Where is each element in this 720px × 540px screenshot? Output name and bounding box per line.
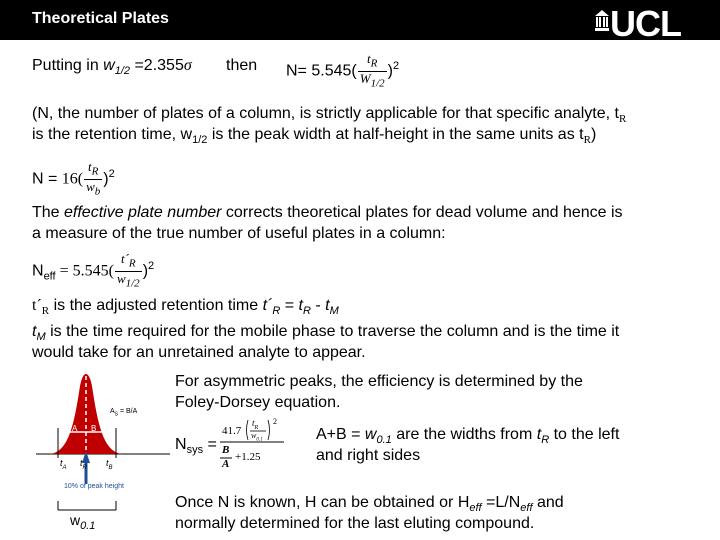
num-sub: R <box>370 57 378 70</box>
sub: A <box>62 464 67 471</box>
slide-title: Theoretical Plates <box>32 10 169 27</box>
exponent: 2 <box>108 168 115 180</box>
text: t <box>32 323 37 340</box>
text: = <box>203 436 217 453</box>
num-sub: R <box>128 257 136 270</box>
n-equation <box>286 52 399 90</box>
text: to the left <box>549 426 620 443</box>
text: t <box>252 418 255 428</box>
logo-text: UCL <box>610 3 681 44</box>
text: is the time required for the mobile phase to traverse the column and is the time it <box>45 323 620 340</box>
sub: R <box>254 424 259 431</box>
para2-line2: a measure of the true number of useful plates in a column: <box>32 225 446 242</box>
close-paren: ) <box>387 62 393 80</box>
den-sub: 1/2 <box>125 277 140 290</box>
ucl-logo <box>594 3 704 44</box>
close-paren: ) <box>142 262 149 280</box>
den <box>251 431 263 443</box>
n-eq-start: N= 5.545( <box>286 62 357 80</box>
tm-line2: would take for an unretained analyte to appear. <box>32 344 366 361</box>
sub: R <box>272 305 281 318</box>
fraction <box>358 52 387 90</box>
peak-diagram <box>28 366 178 531</box>
den: w <box>86 178 95 194</box>
text: w <box>70 512 81 528</box>
w01-label <box>70 512 95 532</box>
text: N = <box>32 170 62 188</box>
sub: sys <box>186 444 204 457</box>
text: A+B = <box>316 426 365 443</box>
n16-equation <box>32 160 115 198</box>
w-sub: 1/2 <box>114 65 131 78</box>
text: ) <box>590 126 597 143</box>
text: N <box>32 262 44 280</box>
italic-text: effective plate number <box>64 204 222 221</box>
sub: R <box>618 113 627 126</box>
den-sub: 1/2 <box>370 77 385 90</box>
portico-icon <box>594 10 610 36</box>
sub: R <box>541 434 550 447</box>
text: = 5.545( <box>55 262 114 280</box>
foley-dorsey-equation <box>218 416 298 470</box>
text: t <box>106 458 109 468</box>
sub: R <box>41 305 50 318</box>
sub: M <box>36 331 46 344</box>
frac-a: A <box>222 458 230 470</box>
once-line2: normally determined for the last eluting compound. <box>175 515 535 532</box>
sub: S <box>114 411 119 418</box>
text: Putting in <box>32 57 104 74</box>
coef: 41.7 <box>222 425 242 437</box>
asym-factor-label <box>110 408 137 417</box>
exponent: 2 <box>392 60 400 72</box>
ab-line2: and right sides <box>316 447 421 464</box>
asym-line1: For asymmetric peaks, the efficiency is determined by the <box>175 373 583 390</box>
text: Once N is known, H can be obtained or H <box>175 494 470 511</box>
putting-in-line <box>32 56 192 81</box>
text: corrects theoretical plates for dead volume and hence is <box>221 204 623 221</box>
sub: R <box>82 464 87 471</box>
text: are the widths from <box>391 426 537 443</box>
text: =2.355 <box>130 57 184 74</box>
then-word: then <box>226 57 258 74</box>
text: t <box>325 297 330 314</box>
text: t <box>298 297 303 314</box>
text: A <box>110 408 115 415</box>
text: The <box>32 204 65 221</box>
peak-height-label: 10% of peak height <box>64 483 124 490</box>
para1-line2 <box>32 125 596 150</box>
num <box>252 418 258 431</box>
text: is the peak width at half-height in the same units as t <box>207 126 584 143</box>
sub: B <box>108 464 113 471</box>
sub: R <box>303 305 311 318</box>
fraction <box>84 160 102 198</box>
ta-label <box>60 458 67 471</box>
sub: 0.1 <box>80 519 96 532</box>
tr-label <box>80 458 87 471</box>
text: t´ <box>32 297 42 314</box>
text: - <box>310 297 326 314</box>
den: w <box>116 270 126 286</box>
fraction <box>115 252 142 290</box>
den-sub: b <box>94 185 101 198</box>
text: is the retention time, w <box>32 126 193 143</box>
plus: +1.25 <box>235 451 261 463</box>
sub: eff <box>469 502 482 515</box>
text: w <box>364 426 377 443</box>
num-sub: R <box>91 165 99 178</box>
sub: eff <box>520 502 533 515</box>
text: = B/A <box>118 408 138 415</box>
neff-equation <box>32 252 154 290</box>
text: = <box>280 297 299 314</box>
text: and <box>532 494 564 511</box>
frac-b: B <box>222 444 230 456</box>
a-label: A <box>72 424 78 433</box>
num: t <box>88 159 92 174</box>
text: (N, the number of plates of a column, is strictly applicable for that specific analyte, t <box>32 105 619 122</box>
num: t <box>366 51 371 66</box>
sub: 1/2 <box>192 134 208 147</box>
header-bar <box>0 0 720 44</box>
nsys-label <box>175 435 217 460</box>
peak-figure <box>28 366 178 531</box>
text: t <box>536 426 542 443</box>
text: w <box>251 431 257 440</box>
para2-line1 <box>32 203 623 222</box>
text: is the adjusted retention time <box>49 297 263 314</box>
asym-line2: Foley-Dorsey equation. <box>175 394 341 411</box>
close-paren: ) <box>103 170 109 188</box>
sub: R <box>583 134 591 147</box>
text: t <box>80 458 83 468</box>
exp: 2 <box>273 417 277 426</box>
text: N <box>175 436 187 453</box>
text: t´ <box>262 297 273 314</box>
num: t´ <box>120 251 129 266</box>
sub: 0.1 <box>376 434 392 447</box>
den: W <box>359 70 371 86</box>
b-label: B <box>91 424 97 433</box>
sub: eff <box>43 270 56 283</box>
text: =L/N <box>481 494 521 511</box>
sub: 0.1 <box>256 437 263 443</box>
exponent: 2 <box>148 260 155 272</box>
w-symbol: w <box>103 57 115 74</box>
adjusted-retention-line <box>32 296 339 321</box>
tb-label <box>106 458 113 471</box>
text: 16( <box>61 170 84 188</box>
sub: M <box>329 305 339 318</box>
text: t <box>60 458 63 468</box>
sigma-symbol: σ <box>183 57 192 74</box>
